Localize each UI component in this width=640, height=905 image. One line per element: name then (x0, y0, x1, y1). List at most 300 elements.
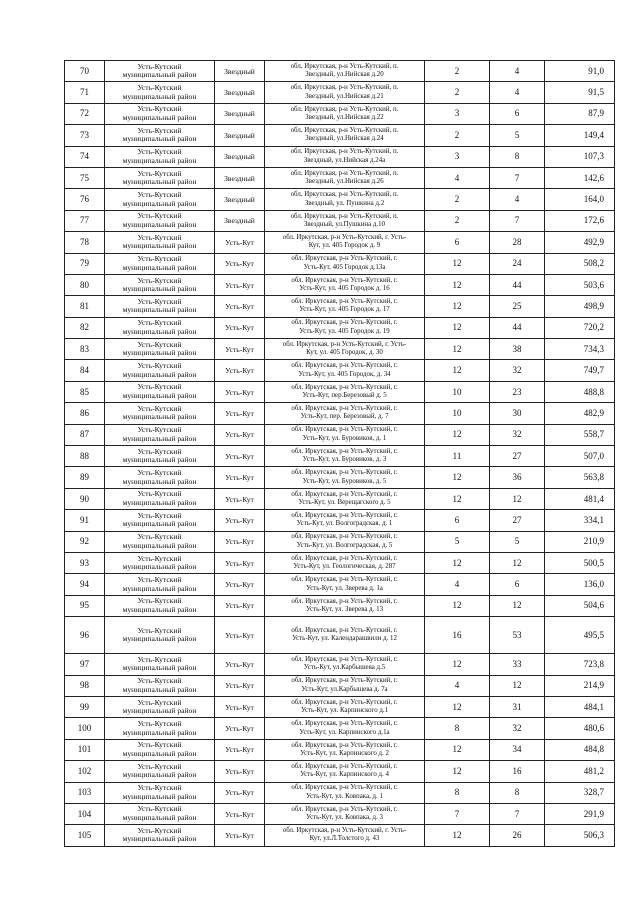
count-a: 4 (454, 172, 460, 183)
row-number: 83 (80, 343, 89, 354)
row-number: 76 (80, 194, 89, 205)
settlement: Усть-Кут (225, 659, 254, 669)
settlement-cell (215, 146, 265, 167)
address-line-1: обл. Иркутская, р-н Усть-Кутский, г. (291, 255, 398, 263)
settlement-cell (215, 782, 265, 803)
address-line-2: Усть-Кут, ул.Карбышева д. 7а (301, 685, 388, 693)
row-number: 95 (80, 600, 89, 611)
row-number-cell (65, 381, 105, 402)
address-line-1: обл. Иркутская, р-н Усть-Кутский, п. (290, 62, 399, 70)
row-number: 87 (80, 429, 89, 440)
settlement: Усть-Кут (225, 451, 254, 461)
count-a: 8 (454, 787, 460, 798)
count-a: 2 (454, 129, 460, 140)
settlement: Усть-Кут (225, 601, 254, 611)
district-line-2: муниципальный район (122, 540, 197, 550)
address-line-2: Усть-Кут, ул. Карпинского д. 2 (300, 749, 389, 757)
district-line-2: муниципальный район (122, 433, 197, 443)
district-line-1: Усть-Кутский (137, 425, 182, 435)
count-a-cell (425, 210, 490, 231)
count-a-cell (425, 403, 490, 424)
row-number: 71 (80, 87, 89, 98)
district-line-1: Усть-Кутский (137, 318, 182, 328)
area-cell (545, 210, 615, 231)
area-cell (545, 253, 615, 274)
row-number: 94 (80, 579, 89, 590)
row-number: 79 (80, 258, 89, 269)
district-line-1: Усть-Кутский (137, 804, 182, 814)
count-a-cell (425, 782, 490, 803)
address-line-1: обл. Иркутская, р-н Усть-Кутский, г. (291, 655, 398, 663)
count-a: 10 (452, 407, 462, 418)
address-line-2: Звездный, ул. Пушкина д.2 (304, 199, 385, 207)
count-a-cell (425, 696, 490, 717)
area-cell (545, 167, 615, 188)
count-b: 7 (514, 215, 520, 226)
area-value: 498,9 (583, 300, 604, 311)
count-b-cell (490, 825, 545, 846)
area-cell (545, 61, 615, 82)
area-value: 172,6 (583, 215, 604, 226)
area-value: 488,8 (583, 386, 604, 397)
row-number: 104 (77, 808, 92, 819)
district-cell (105, 782, 215, 803)
count-a: 10 (452, 386, 462, 397)
settlement-cell (215, 125, 265, 146)
address-line-1: обл. Иркутская, р-н Усть-Кутский, г. (291, 554, 398, 562)
district-cell (105, 446, 215, 467)
district-line-1: Усть-Кутский (137, 532, 182, 542)
area-value: 328,7 (583, 787, 604, 798)
row-number: 89 (80, 472, 89, 483)
area-value: 484,1 (583, 701, 604, 712)
address-cell (265, 510, 425, 531)
table-row (65, 167, 615, 188)
count-a: 11 (452, 450, 462, 461)
address-cell (265, 595, 425, 616)
settlement-cell (215, 82, 265, 103)
row-number: 84 (80, 365, 89, 376)
area-cell (545, 617, 615, 654)
table-row (65, 232, 615, 253)
settlement: Звездный (224, 109, 255, 119)
address-cell (265, 125, 425, 146)
count-a: 12 (452, 829, 462, 840)
area-cell (545, 739, 615, 760)
count-b-cell (490, 103, 545, 124)
district-line-1: Усть-Кутский (137, 275, 182, 285)
row-number-cell (65, 825, 105, 846)
row-number-cell (65, 803, 105, 824)
count-b: 5 (514, 536, 520, 547)
table-row (65, 125, 615, 146)
area-value: 87,9 (588, 108, 604, 119)
settlement: Усть-Кут (225, 387, 254, 397)
count-a: 12 (452, 701, 462, 712)
table-row (65, 718, 615, 739)
area-cell (545, 761, 615, 782)
district-cell (105, 531, 215, 552)
count-a: 2 (454, 65, 460, 76)
address-line-1: обл. Иркутская, р-н Усть-Кутский, п. (290, 126, 399, 134)
address-line-1: обл. Иркутская, р-н Усть-Кутский, г. (291, 677, 398, 685)
address-line-1: обл. Иркутская, р-н Усть-Кутский, г. (291, 362, 398, 370)
area-cell (545, 675, 615, 696)
district-line-1: Усть-Кутский (137, 61, 182, 71)
area-value: 334,1 (583, 514, 604, 525)
address-line-2: Усть-Кут, пер.Березовый д. 5 (302, 392, 387, 400)
count-b-cell (490, 339, 545, 360)
settlement: Усть-Кут (225, 301, 254, 311)
address-line-2: Усть-Кут, ул. Буровиков, д. 1 (302, 434, 387, 442)
area-value: 506,3 (583, 829, 604, 840)
table-row (65, 82, 615, 103)
address-line-1: обл. Иркутская, р-н Усть-Кутский, г. (291, 533, 398, 541)
address-line-2: Усть-Кут, ул. Ковпака, д. 1 (306, 792, 383, 800)
settlement: Усть-Кут (225, 830, 254, 840)
table-row (65, 825, 615, 846)
table-row (65, 210, 615, 231)
count-b: 4 (514, 87, 520, 98)
district-line-2: муниципальный район (122, 583, 197, 593)
area-value: 91,0 (588, 65, 604, 76)
district-line-1: Усть-Кутский (137, 596, 182, 606)
row-number-cell (65, 424, 105, 445)
count-b: 27 (512, 450, 522, 461)
address-cell (265, 531, 425, 552)
table-row (65, 552, 615, 573)
address-line-1: обл. Иркутская, р-н Усть-Кутский, г. (291, 447, 398, 455)
address-line-1: обл. Иркутская, р-н Усть-Кутский, г. Усть- (282, 340, 407, 348)
address-cell (265, 825, 425, 846)
address-cell (265, 253, 425, 274)
count-a: 4 (454, 680, 460, 691)
area-value: 91,5 (588, 87, 604, 98)
address-cell (265, 317, 425, 338)
count-b: 4 (514, 65, 520, 76)
address-line-1: обл. Иркутская, р-н Усть-Кутский, п. (290, 169, 399, 177)
count-b-cell (490, 552, 545, 573)
address-cell (265, 696, 425, 717)
district-cell (105, 803, 215, 824)
row-number: 103 (77, 787, 92, 798)
district-line-2: муниципальный район (122, 369, 197, 379)
count-b: 26 (512, 829, 522, 840)
area-cell (545, 531, 615, 552)
count-b: 38 (512, 343, 522, 354)
district-cell (105, 761, 215, 782)
district-cell (105, 696, 215, 717)
address-line-1: обл. Иркутская, р-н Усть-Кутский, п. (290, 105, 399, 113)
area-value: 749,7 (583, 365, 604, 376)
table-row (65, 424, 615, 445)
settlement-cell (215, 274, 265, 295)
table-row (65, 146, 615, 167)
district-cell (105, 339, 215, 360)
row-number: 93 (80, 557, 89, 568)
row-number-cell (65, 718, 105, 739)
table-row (65, 595, 615, 616)
count-b-cell (490, 403, 545, 424)
table-row (65, 675, 615, 696)
address-line-2: Звездный, ул.Нийская д.24 (305, 135, 384, 143)
district-line-1: Усть-Кутский (137, 361, 182, 371)
count-a-cell (425, 189, 490, 210)
address-line-1: обл. Иркутская, р-н Усть-Кутский, г. (291, 626, 398, 634)
district-line-2: муниципальный район (122, 391, 197, 401)
district-line-2: муниципальный район (122, 684, 197, 694)
table-row (65, 782, 615, 803)
row-number-cell (65, 317, 105, 338)
settlement-cell (215, 595, 265, 616)
address-line-1: обл. Иркутская, р-н Усть-Кутский, г. (291, 511, 398, 519)
address-line-2: Усть-Кут, ул. 405 Городок д. 16 (299, 285, 390, 293)
count-a: 5 (454, 536, 460, 547)
count-a-cell (425, 424, 490, 445)
address-cell (265, 296, 425, 317)
area-cell (545, 467, 615, 488)
settlement: Усть-Кут (225, 809, 254, 819)
district-line-2: муниципальный район (122, 219, 197, 229)
address-line-1: обл. Иркутская, р-н Усть-Кутский, г. Усть- (282, 827, 407, 835)
row-number-cell (65, 531, 105, 552)
area-cell (545, 654, 615, 675)
table-row (65, 617, 615, 654)
count-a-cell (425, 232, 490, 253)
district-cell (105, 189, 215, 210)
district-line-1: Усть-Кутский (137, 574, 182, 584)
housing-registry-table (64, 60, 615, 847)
address-line-2: Усть-Кут, ул. Карпинского д.1 (300, 707, 389, 715)
count-b-cell (490, 696, 545, 717)
settlement: Усть-Кут (225, 473, 254, 483)
table-row (65, 510, 615, 531)
address-line-1: обл. Иркутская, р-н Усть-Кутский, г. (291, 597, 398, 605)
count-b: 12 (512, 493, 522, 504)
district-cell (105, 718, 215, 739)
address-line-2: Усть-Кут, ул. Волгоградская, д. 5 (296, 541, 393, 549)
count-b: 30 (512, 407, 522, 418)
count-b: 6 (514, 108, 520, 119)
address-line-1: обл. Иркутская, р-н Усть-Кутский, г. (291, 698, 398, 706)
row-number: 101 (77, 744, 92, 755)
district-line-2: муниципальный район (122, 770, 197, 780)
table-row (65, 103, 615, 124)
settlement-cell (215, 253, 265, 274)
district-line-2: муниципальный район (122, 155, 197, 165)
count-b: 24 (512, 258, 522, 269)
table-row (65, 531, 615, 552)
settlement-cell (215, 296, 265, 317)
count-a: 7 (454, 808, 460, 819)
address-line-2: Усть-Кут, 405 Городок д.13а (303, 263, 386, 271)
count-a-cell (425, 531, 490, 552)
address-line-1: обл. Иркутская, р-н Усть-Кутский, г. (291, 720, 398, 728)
settlement: Усть-Кут (225, 408, 254, 418)
district-cell (105, 274, 215, 295)
count-a-cell (425, 82, 490, 103)
district-line-1: Усть-Кутский (137, 676, 182, 686)
count-b: 32 (512, 365, 522, 376)
district-cell (105, 296, 215, 317)
address-line-1: обл. Иркутская, р-н Усть-Кутский, г. (291, 805, 398, 813)
count-a: 12 (452, 744, 462, 755)
settlement: Звездный (224, 195, 255, 205)
row-number-cell (65, 595, 105, 616)
address-cell (265, 82, 425, 103)
count-a-cell (425, 274, 490, 295)
count-a: 12 (452, 300, 462, 311)
settlement-cell (215, 61, 265, 82)
count-a: 4 (454, 579, 460, 590)
district-line-1: Усть-Кутский (137, 783, 182, 793)
table-row (65, 696, 615, 717)
settlement-cell (215, 210, 265, 231)
count-b: 8 (514, 151, 520, 162)
address-line-2: Кут, ул. 405 Городок д. 9 (308, 242, 381, 250)
count-a: 12 (452, 493, 462, 504)
district-line-2: муниципальный район (122, 604, 197, 614)
district-cell (105, 510, 215, 531)
count-b-cell (490, 232, 545, 253)
district-line-2: муниципальный район (122, 748, 197, 758)
district-line-2: муниципальный район (122, 727, 197, 737)
count-a-cell (425, 654, 490, 675)
area-value: 492,9 (583, 236, 604, 247)
row-number-cell (65, 782, 105, 803)
row-number: 100 (77, 723, 92, 734)
district-line-2: муниципальный район (122, 455, 197, 465)
district-line-1: Усть-Кутский (137, 697, 182, 707)
count-a: 12 (452, 765, 462, 776)
settlement: Усть-Кут (225, 580, 254, 590)
count-a-cell (425, 381, 490, 402)
count-b-cell (490, 61, 545, 82)
address-cell (265, 381, 425, 402)
count-a-cell (425, 718, 490, 739)
area-value: 136,0 (583, 579, 604, 590)
district-line-1: Усть-Кутский (137, 825, 182, 835)
district-cell (105, 574, 215, 595)
district-line-2: муниципальный район (122, 791, 197, 801)
area-cell (545, 552, 615, 573)
district-cell (105, 467, 215, 488)
count-b: 7 (514, 808, 520, 819)
area-value: 484,8 (583, 744, 604, 755)
settlement: Звездный (224, 130, 255, 140)
row-number-cell (65, 446, 105, 467)
area-cell (545, 296, 615, 317)
settlement-cell (215, 552, 265, 573)
settlement: Усть-Кут (225, 681, 254, 691)
settlement: Усть-Кут (225, 344, 254, 354)
count-b-cell (490, 146, 545, 167)
area-value: 481,2 (583, 765, 604, 776)
address-line-2: Звездный, ул.Нийская д.24а (303, 156, 386, 164)
table-row (65, 739, 615, 760)
row-number: 88 (80, 450, 89, 461)
row-number-cell (65, 617, 105, 654)
district-line-2: муниципальный район (122, 177, 197, 187)
count-a-cell (425, 125, 490, 146)
address-line-1: обл. Иркутская, р-н Усть-Кутский, г. (291, 469, 398, 477)
district-line-1: Усть-Кутский (137, 296, 182, 306)
area-value: 482,9 (583, 407, 604, 418)
row-number: 90 (80, 493, 89, 504)
address-line-1: обл. Иркутская, р-н Усть-Кутский, г. (291, 741, 398, 749)
district-cell (105, 424, 215, 445)
row-number: 99 (80, 701, 89, 712)
row-number-cell (65, 189, 105, 210)
count-a-cell (425, 146, 490, 167)
count-b: 36 (512, 472, 522, 483)
settlement-cell (215, 696, 265, 717)
row-number: 81 (80, 300, 89, 311)
address-cell (265, 360, 425, 381)
district-line-2: муниципальный район (122, 706, 197, 716)
district-cell (105, 825, 215, 846)
count-b: 12 (512, 600, 522, 611)
count-b: 16 (512, 765, 522, 776)
address-line-2: Кут, ул.Л.Толстого д. 43 (309, 835, 380, 843)
row-number: 105 (77, 829, 92, 840)
count-b-cell (490, 761, 545, 782)
address-line-2: Усть-Кут, ул. Карпинского д.1а (299, 728, 390, 736)
row-number: 75 (80, 172, 89, 183)
address-cell (265, 274, 425, 295)
district-line-1: Усть-Кутский (137, 625, 182, 635)
row-number: 80 (80, 279, 89, 290)
area-value: 210,9 (583, 536, 604, 547)
address-line-2: Усть-Кут, пер. Березовый, д. 7 (300, 413, 389, 421)
address-line-2: Усть-Кут, ул. 405 Городок д. 17 (299, 306, 390, 314)
count-a: 6 (454, 236, 460, 247)
settlement: Усть-Кут (225, 788, 254, 798)
district-line-1: Усть-Кутский (137, 125, 182, 135)
count-a-cell (425, 103, 490, 124)
district-cell (105, 253, 215, 274)
settlement-cell (215, 510, 265, 531)
settlement: Звездный (224, 66, 255, 76)
row-number: 86 (80, 407, 89, 418)
address-line-1: обл. Иркутская, р-н Усть-Кутский, г. (291, 319, 398, 327)
table-row (65, 339, 615, 360)
settlement: Усть-Кут (225, 537, 254, 547)
count-a-cell (425, 825, 490, 846)
address-cell (265, 488, 425, 509)
count-a: 12 (452, 658, 462, 669)
table-row (65, 403, 615, 424)
address-cell (265, 403, 425, 424)
row-number-cell (65, 146, 105, 167)
table-row (65, 761, 615, 782)
district-cell (105, 82, 215, 103)
table-row (65, 296, 615, 317)
area-cell (545, 274, 615, 295)
area-value: 504,6 (583, 600, 604, 611)
area-cell (545, 146, 615, 167)
district-line-1: Усть-Кутский (137, 147, 182, 157)
address-cell (265, 167, 425, 188)
settlement-cell (215, 617, 265, 654)
district-cell (105, 146, 215, 167)
row-number-cell (65, 467, 105, 488)
address-line-2: Усть-Кут, ул. Карпинского д. 4 (300, 771, 389, 779)
settlement-cell (215, 403, 265, 424)
count-a-cell (425, 675, 490, 696)
count-b-cell (490, 739, 545, 760)
address-line-1: обл. Иркутская, р-н Усть-Кутский, п. (290, 191, 399, 199)
